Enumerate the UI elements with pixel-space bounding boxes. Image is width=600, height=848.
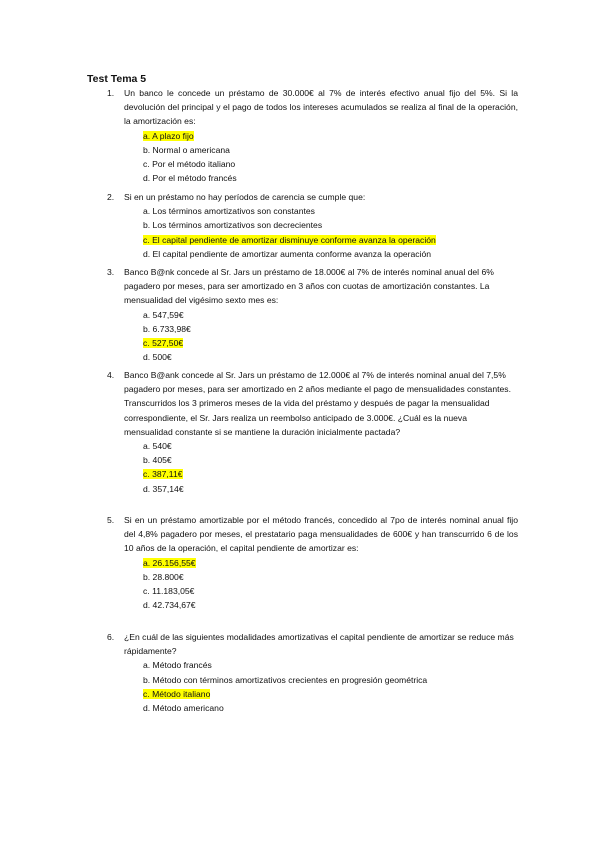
question-body: Banco B@ank concede al Sr. Jars un préstamo de 12.000€ al 7% de interés nominal anual del 7,5% pagadero por meses, para ser amortizado en 2 años mediante el pago de mensualidades constantes. Transcurridos los 3 primeros meses de la vida del préstamo y después de pagar la mensualidad correspondiente, el Sr. Jars realiza un reembolso anticipado de 3.000€. ¿Cuál es la nueva mensualidad constante si se mantiene la duración inicialmente pactada? xyxy=(124,370,511,437)
option-label: a. Método francés xyxy=(143,660,212,671)
option-label: c. 387,11€ xyxy=(143,469,183,480)
option-c xyxy=(143,336,518,350)
question-number: 4. xyxy=(107,370,115,380)
option-b xyxy=(143,453,518,467)
option-b xyxy=(143,322,518,336)
option-b xyxy=(143,570,518,584)
option-list xyxy=(107,658,518,715)
option-a xyxy=(143,556,518,570)
option-b xyxy=(143,143,518,157)
option-label: b. 6.733,98€ xyxy=(143,323,191,334)
question-body: Si en un préstamo amortizable por el método francés, concedido al 7po de interés nominal anual fijo del 4,8% pagadero por meses, el prestatario paga mensualidades de 600€ y han transcurrido 6 de los 10 años de la operación, el capital pendiente de amortizar es: xyxy=(124,515,518,554)
option-label: a. 26.156,55€ xyxy=(143,557,196,568)
option-label: b. Método con términos amortizativos crecientes en progresión geométrica xyxy=(143,674,428,685)
option-label: d. 500€ xyxy=(143,352,172,363)
option-list xyxy=(107,439,518,496)
question-5 xyxy=(107,513,518,612)
question-body: ¿En cuál de las siguientes modalidades amortizativas el capital pendiente de amortizar se reduce más rápidamente? xyxy=(124,632,514,657)
option-label: b. Los términos amortizativos son decrecientes xyxy=(143,220,323,231)
question-body: Un banco le concede un préstamo de 30.000€ al 7% de interés efectivo anual fijo del 5%. Si la devolución del principal y el pago de todos los intereses acumulados se realiza al final de la operación, la amortización es: xyxy=(124,88,518,127)
option-a xyxy=(143,439,518,453)
option-d xyxy=(143,171,518,185)
option-label: c. Por el método italiano xyxy=(143,159,236,170)
option-label: d. El capital pendiente de amortizar aumenta conforme avanza la operación xyxy=(143,248,432,259)
question-1 xyxy=(107,86,518,185)
question-3 xyxy=(107,265,518,364)
option-label: d. 42.734,67€ xyxy=(143,600,196,611)
option-label: b. Normal o americana xyxy=(143,144,230,155)
option-c xyxy=(143,467,518,481)
question-number: 6. xyxy=(107,632,115,642)
question-text xyxy=(107,190,518,204)
option-label: b. 28.800€ xyxy=(143,571,184,582)
option-label: c. 527,50€ xyxy=(143,338,184,349)
option-label: a. 547,59€ xyxy=(143,309,184,320)
option-a xyxy=(143,204,518,218)
option-list xyxy=(107,129,518,186)
option-d xyxy=(143,350,518,364)
option-a xyxy=(143,129,518,143)
question-text xyxy=(107,630,518,658)
question-number: 1. xyxy=(107,88,115,98)
question-text xyxy=(107,368,518,439)
option-b xyxy=(143,673,518,687)
option-a xyxy=(143,308,518,322)
question-4 xyxy=(107,368,518,496)
option-c xyxy=(143,584,518,598)
option-label: d. Por el método francés xyxy=(143,173,237,184)
question-body: Si en un préstamo no hay períodos de carencia se cumple que: xyxy=(124,192,366,202)
question-text xyxy=(107,513,518,556)
option-d xyxy=(143,482,518,496)
option-c xyxy=(143,687,518,701)
option-list xyxy=(107,308,518,365)
option-b xyxy=(143,218,518,232)
option-c xyxy=(143,157,518,171)
question-6 xyxy=(107,630,518,715)
option-label: b. 405€ xyxy=(143,455,172,466)
question-number: 3. xyxy=(107,267,115,277)
question-number: 5. xyxy=(107,515,115,525)
option-list xyxy=(107,556,518,613)
option-d xyxy=(143,598,518,612)
option-label: a. Los términos amortizativos son constantes xyxy=(143,206,315,217)
option-label: a. 540€ xyxy=(143,441,172,452)
document-title: Test Tema 5 xyxy=(87,73,147,85)
option-label: d. Método americano xyxy=(143,703,224,714)
question-text xyxy=(107,265,518,308)
option-d xyxy=(143,247,518,261)
question-text xyxy=(107,86,518,129)
option-label: d. 357,14€ xyxy=(143,483,184,494)
option-list xyxy=(107,204,518,261)
option-label: c. El capital pendiente de amortizar disminuye conforme avanza la operación xyxy=(143,234,436,245)
option-d xyxy=(143,701,518,715)
option-label: c. Método italiano xyxy=(143,688,211,699)
question-body: Banco B@nk concede al Sr. Jars un préstamo de 18.000€ al 7% de interés nominal anual del 6% pagadero por meses, para ser amortizado en 3 años con cuotas de amortización constantes. La mensualidad del vigésimo sexto mes es: xyxy=(124,267,494,306)
question-number: 2. xyxy=(107,192,115,202)
option-a xyxy=(143,658,518,672)
option-label: a. A plazo fijo xyxy=(143,130,194,141)
option-label: c. 11.183,05€ xyxy=(143,586,195,597)
question-2 xyxy=(107,190,518,261)
option-c xyxy=(143,233,518,247)
